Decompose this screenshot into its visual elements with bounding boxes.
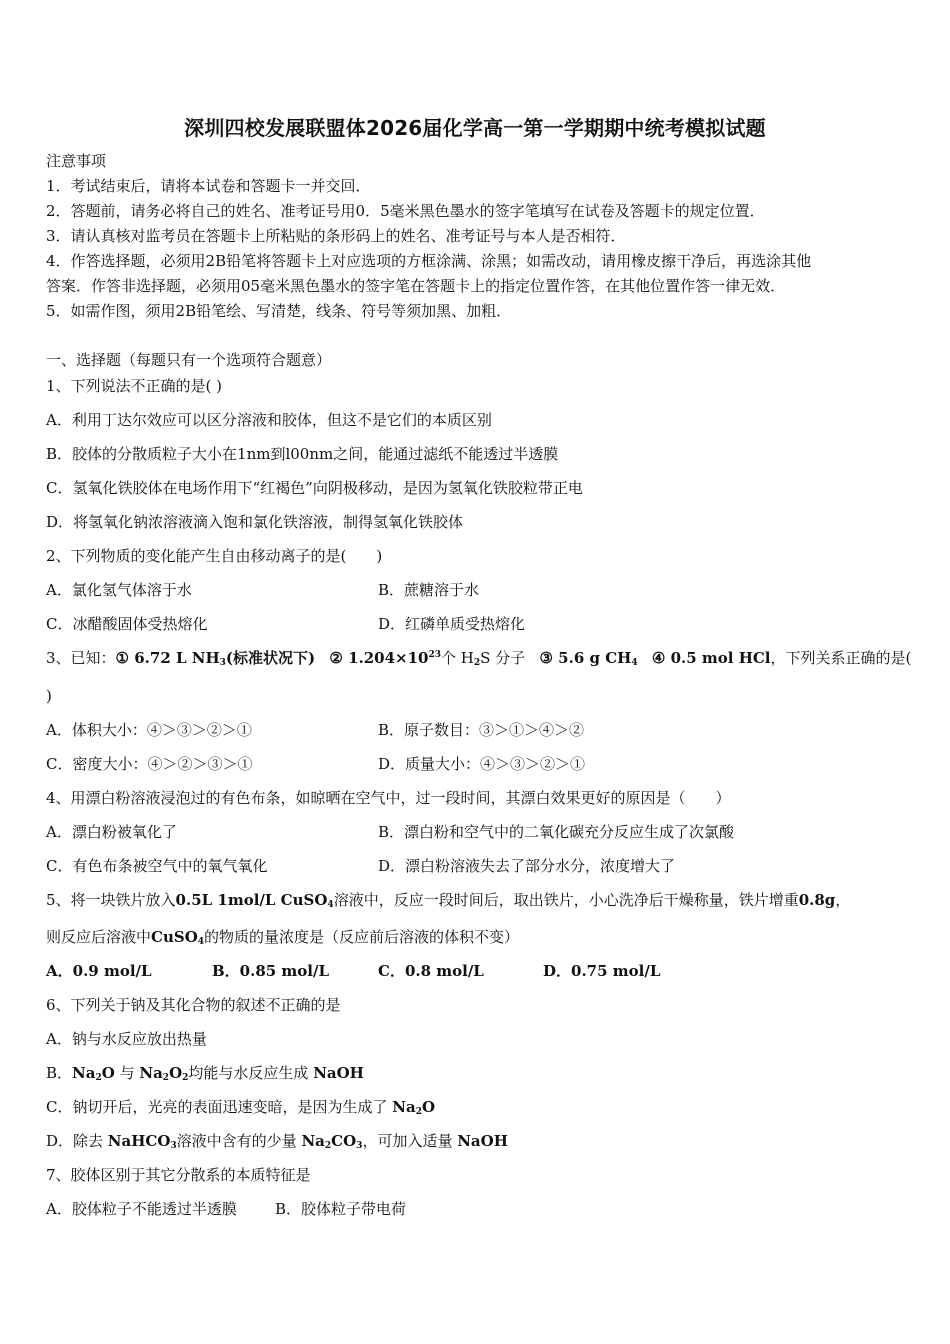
notice-heading: 注意事项 [46,152,107,170]
question-6-stem: 6、下列关于钠及其化合物的叙述不正确的是 [46,996,341,1014]
q6-c-f1-sub: 2 [415,1107,422,1117]
question-1-option-d: D．将氢氧化钠浓溶液滴入饱和氯化铁溶液，制得氢氧化铁胶体 [46,513,464,531]
question-6-option-c [46,1098,435,1116]
question-5-option-b: B．0.85 mol/L [212,962,330,980]
question-4-option-c: C．有色布条被空气中的氧气氧化 [46,857,268,875]
question-3-stem-close: ) [46,687,52,705]
question-1-stem: 1、下列说法不正确的是( ) [46,377,223,395]
question-7-stem: 7、胶体区别于其它分散系的本质特征是 [46,1166,311,1184]
question-3-stem [46,649,911,667]
q5-formula-2: CuSO [151,928,198,946]
q3-item-2-tail: S 分子 [480,649,526,667]
q6-d-f2: Na [301,1132,325,1150]
question-3-option-c: C．密度大小：④＞②＞③＞① [46,755,253,773]
q6-b-mid: 与 [114,1064,140,1082]
q6-d-f3-sub: 3 [356,1141,363,1151]
q6-d-mid: 溶液中含有的少量 [176,1132,302,1150]
notice-item: 1．考试结束后，请将本试卷和答题卡一并交回． [46,177,371,195]
q6-b-f2: O [101,1064,115,1082]
question-6-option-a: A．钠与水反应放出热量 [46,1030,207,1048]
question-4-option-a: A．漂白粉被氧化了 [46,823,177,841]
q6-d-f3: CO [331,1132,357,1150]
question-1-option-c: C．氢氧化铁胶体在电场作用下“红褐色”向阴极移动，是因为氢氧化铁胶粒带正电 [46,479,583,497]
notice-item: 4．作答选择题，必须用2B铅笔将答题卡上对应选项的方框涂满、涂黑；如需改动，请用橡皮擦干净后，再选涂其他 [46,252,812,270]
page-title: 深圳四校发展联盟体2026届化学高一第一学期期中统考模拟试题 [184,116,766,140]
q3-item-3-sub: 4 [631,658,638,668]
question-3-option-d: D．质量大小：④＞③＞②＞① [378,755,586,773]
question-5-option-d: D．0.75 mol/L [543,962,661,980]
q6-b-post: 均能与水反应生成 [188,1064,314,1082]
q3-item-4: ④ 0.5 mol HCl [651,649,771,667]
question-5-stem-line-1 [46,891,850,909]
question-7-option-a: A．胶体粒子不能透过半透膜 [46,1200,237,1218]
q5-mass: 0.8g [798,891,836,909]
q6-d-f1: NaHCO [107,1132,171,1150]
section-heading: 一、选择题（每题只有一个选项符合题意） [46,351,332,369]
q3-item-2 [329,649,525,667]
notice-item: 3．请认真核对监考员在答题卡上所粘贴的条形码上的姓名、准考证号与本人是否相符． [46,227,626,245]
q6-b-end: NaOH [313,1064,364,1082]
q6-b-f1-sub: 2 [95,1073,102,1083]
q6-b-label: B． [46,1064,73,1082]
question-7-option-b: B．胶体粒子带电荷 [275,1200,407,1218]
question-4-option-b: B．漂白粉和空气中的二氧化碳充分反应生成了次氯酸 [378,823,735,841]
question-4-stem: 4、用漂白粉溶液浸泡过的有色布条，如晾晒在空气中，过一段时间，其漂白效果更好的原因是（ ） [46,789,731,807]
q5-comma: ， [835,891,851,909]
q5-formula-sub: 4 [327,900,334,910]
q3-item-3-text: ③ 5.6 g CH [539,649,632,667]
q3-item-2-sup: 23 [428,650,442,660]
q6-d-f1-sub: 3 [170,1141,177,1151]
q3-item-1-text: ① 6.72 L NH [115,649,220,667]
q5-text-2a: 则反应后溶液中 [46,928,152,946]
q6-d-f2-sub: 2 [324,1141,332,1151]
question-6-option-d [46,1132,508,1150]
question-3-option-b: B．原子数目：③＞①＞④＞② [378,721,585,739]
q6-d-end: NaOH [457,1132,508,1150]
q3-item-2-text: ② 1.204×10 [329,649,429,667]
notice-item: 答案．作答非选择题，必须用05毫米黑色墨水的签字笔在答题卡上的指定位置作答，在其他位置作答一律无效． [46,277,786,295]
q3-item-1 [116,649,316,667]
question-2-option-d: D．红磷单质受热熔化 [378,615,526,633]
q6-d-post: ，可加入适量 [362,1132,458,1150]
q6-b-f3-sub: 2 [162,1073,170,1083]
q5-text-c: 溶液中，反应一段时间后，取出铁片，小心洗净后干燥称量，铁片增重 [333,891,799,909]
notice-item: 2．答题前，请务必将自己的姓名、准考证号用0．5毫米黑色墨水的签字笔填写在试卷及答题卡的规定位置． [46,202,765,220]
notice-item: 5．如需作图，须用2B铅笔绘、写清楚，线条、符号等须加黑、加粗． [46,302,512,320]
question-1-option-b: B．胶体的分散质粒子大小在1nm到l00nm之间，能通过滤纸不能透过半透膜 [46,445,559,463]
q6-b-f4: O [169,1064,183,1082]
question-5-option-c: C．0.8 mol/L [378,962,484,980]
q3-prefix: 3、已知： [46,649,116,667]
q3-item-1-note: (标准状况下) [225,649,316,667]
q6-c-f2: O [421,1098,436,1116]
q3-item-2-unit: 个 H [441,649,474,667]
q5-text-2c: 的物质的量浓度是（反应前后溶液的体积不变） [204,928,520,946]
q6-b-f4-sub: 2 [182,1073,189,1083]
q6-b-f3: Na [139,1064,163,1082]
q3-item-2-sub: 2 [473,658,481,668]
question-5-option-a: A．0.9 mol/L [46,962,152,980]
question-2-option-b: B．蔗糖溶于水 [378,581,480,599]
q6-b-f1: Na [72,1064,96,1082]
question-2-option-a: A．氯化氢气体溶于水 [46,581,192,599]
question-5-stem-line-2 [46,928,519,946]
q3-suffix: ，下列关系正确的是( [770,649,912,667]
question-2-stem: 2、下列物质的变化能产生自由移动离子的是( ) [46,547,383,565]
question-4-option-d: D．漂白粉溶液失去了部分水分，浓度增大了 [378,857,676,875]
q3-item-3 [540,649,638,667]
question-6-option-b [46,1064,364,1082]
question-2-option-c: C．冰醋酸固体受热熔化 [46,615,208,633]
q6-c-f1: Na [392,1098,416,1116]
q6-d-label: D．除去 [46,1132,108,1150]
q3-item-1-sub: 3 [219,658,226,668]
question-3-option-a: A．体积大小：④＞③＞②＞① [46,721,252,739]
q6-c-text: C．钠切开后，光亮的表面迅速变暗，是因为生成了 [46,1098,393,1116]
q5-formula: 0.5L 1mol/L CuSO [175,891,328,909]
q5-formula-2-sub: 4 [197,937,205,947]
question-1-option-a: A．利用丁达尔效应可以区分溶液和胶体，但这不是它们的本质区别 [46,411,492,429]
q5-text-a: 5、将一块铁片放入 [46,891,176,909]
